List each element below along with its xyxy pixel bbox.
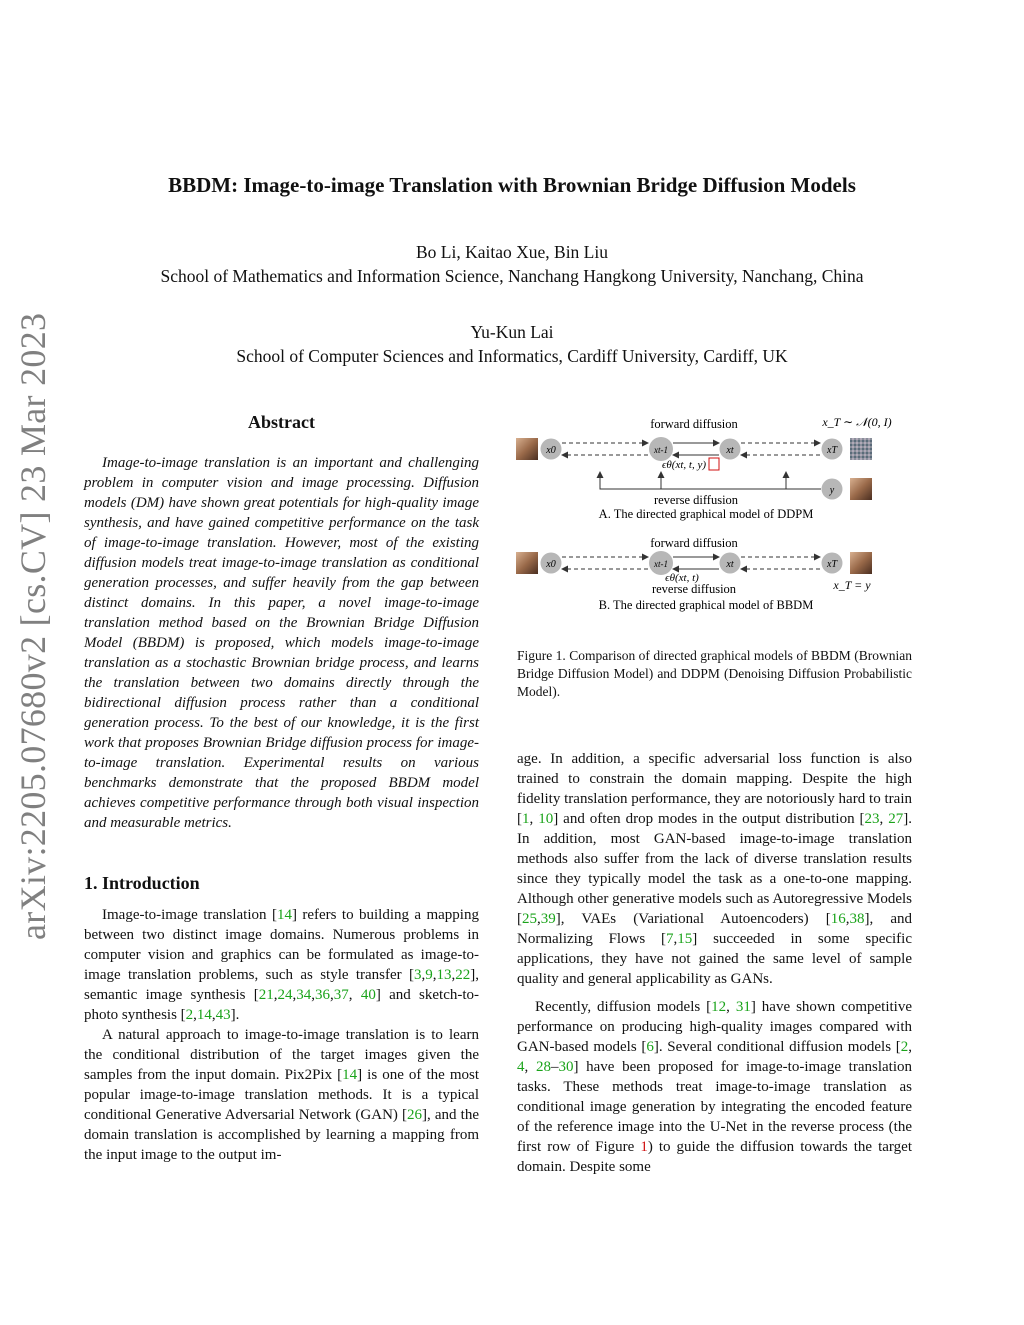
citation-link[interactable]: 15 bbox=[677, 931, 693, 947]
citation-link[interactable]: 2 bbox=[900, 1039, 909, 1055]
panel-a-node-x0-label: x0 bbox=[546, 445, 556, 456]
panel-a-input-image bbox=[516, 438, 538, 460]
citation-link[interactable]: 23 bbox=[864, 811, 880, 827]
intro-paragraph-4 bbox=[517, 997, 912, 1177]
citation-link[interactable]: 38 bbox=[849, 911, 865, 927]
author-names-1: Bo Li, Kaitao Xue, Bin Liu bbox=[416, 242, 608, 262]
paragraph-text: ], and the domain translation is accomplished by learning a mapping from the input image to the output im- bbox=[84, 1107, 479, 1163]
panel-a-node-xT-label: xT bbox=[827, 445, 837, 456]
citation-link[interactable]: 39 bbox=[540, 911, 556, 927]
citation-link[interactable]: 43 bbox=[215, 1007, 231, 1023]
citation-link[interactable]: 2 bbox=[185, 1007, 194, 1023]
figure-1-caption: Figure 1. Comparison of directed graphical models of BBDM (Brownian Bridge Diffusion Model) and DDPM (Denoising Diffusion Probabilistic Model). bbox=[517, 648, 912, 699]
panel-b-forward-label: forward diffusion bbox=[650, 536, 738, 550]
panel-a-reverse-label: reverse diffusion bbox=[653, 493, 739, 507]
paragraph-text: ], and Normalizing Flows [ bbox=[517, 911, 912, 947]
panel-b-node-x0-label: x0 bbox=[546, 559, 556, 570]
abstract-body: Image-to-image translation is an important and challenging problem in computer vision and image processing. Diffusion models (DM) have shown great potentials for high-quality image synthesis, and have gained competitive performance on the task of image-to-image translation. However, most of the existing diffusion models treat image-to-image translation as conditional generation processes, and suffer heavily from the gap between distinct domains. In this paper, a novel image-to-image translation method based on the Brownian Bridge Diffusion Model (BBDM) is proposed, which models image-to-image translation as a stochastic Brownian bridge process, and learns the translation between two domains directly through the bidirectional diffusion process rather than a conditional generation process. To the best of our knowledge, it is the first work that proposes Brownian Bridge diffusion process for image-to-image translation. Experimental results on various benchmarks demonstrate that the proposed BBDM model achieves competitive performance through both visual inspection and measurable metrics. bbox=[84, 455, 479, 831]
paragraph-text: , bbox=[311, 987, 316, 1003]
paragraph-text: age. In addition, a specific adversarial loss function is also trained to constrain the domain mapping. Despite the high fidelity translation performance, they are notoriously hard to train [ bbox=[517, 751, 912, 827]
citation-link[interactable]: 40 bbox=[360, 987, 376, 1003]
paragraph-text: , bbox=[211, 1007, 216, 1023]
citation-link[interactable]: 31 bbox=[735, 999, 751, 1015]
paragraph-text: , bbox=[908, 1039, 912, 1055]
panel-b-boundary-equation: x_T = y bbox=[833, 578, 871, 592]
panel-a-eps-label: ϵθ(xt, t, y) bbox=[661, 459, 707, 471]
citation-link[interactable]: 13 bbox=[436, 967, 452, 983]
paragraph-text: , bbox=[451, 967, 456, 983]
citation-link[interactable]: 21 bbox=[258, 987, 274, 1003]
citation-link[interactable]: 34 bbox=[296, 987, 312, 1003]
panel-b-input-image bbox=[516, 552, 538, 574]
panel-a-caption: A. The directed graphical model of DDPM bbox=[598, 507, 814, 521]
citation-link[interactable]: 3 bbox=[414, 967, 422, 983]
panel-a-node-xt-label: xt bbox=[726, 445, 734, 456]
paragraph-text: ] have shown competitive performance on producing high-quality images compared with GAN-based models [ bbox=[517, 999, 912, 1055]
paragraph-text: , bbox=[348, 987, 361, 1003]
right-column bbox=[517, 749, 912, 1177]
abstract-heading: Abstract bbox=[248, 412, 315, 432]
citation-link[interactable]: 4 bbox=[517, 1059, 525, 1075]
panel-a-noise-image bbox=[850, 438, 872, 460]
citation-link[interactable]: 25 bbox=[522, 911, 537, 927]
figure-1-diagram bbox=[510, 408, 916, 622]
paragraph-text: ] have been proposed for image-to-image translation tasks. These methods treat image-to-image translation as conditional image generation by integrating the encoded feature of the reference image into the U-Net in the reverse process (the first row of Figure bbox=[517, 1059, 913, 1155]
citation-link[interactable]: 24 bbox=[277, 987, 293, 1003]
author-affiliation-2: School of Computer Sciences and Informatics, Cardiff University, Cardiff, UK bbox=[236, 346, 788, 366]
intro-paragraph-3 bbox=[517, 749, 912, 989]
introduction-heading: 1. Introduction bbox=[84, 873, 200, 893]
citation-link[interactable]: 28 bbox=[535, 1059, 551, 1075]
panel-a-condition-image bbox=[850, 478, 872, 500]
citation-link[interactable]: 1 bbox=[522, 811, 530, 827]
intro-paragraph-2 bbox=[84, 1025, 479, 1165]
paragraph-text: , bbox=[673, 931, 678, 947]
panel-b-node-xT-label: xT bbox=[827, 559, 837, 570]
paragraph-text: , bbox=[330, 987, 334, 1003]
paper-title: BBDM: Image-to-image Translation with Brownian Bridge Diffusion Models bbox=[168, 173, 856, 197]
arxiv-side-stamp: arXiv:2205.07680v2 [cs.CV] 23 Mar 2023 bbox=[13, 312, 53, 940]
panel-b-reverse-label: reverse diffusion bbox=[651, 582, 737, 596]
panel-a-forward-label: forward diffusion bbox=[650, 417, 738, 431]
paragraph-text: , bbox=[845, 911, 850, 927]
citation-link[interactable]: 27 bbox=[888, 811, 904, 827]
citation-link[interactable]: 26 bbox=[407, 1107, 423, 1123]
paragraph-text: , bbox=[421, 967, 426, 983]
paragraph-text: Image-to-image translation [ bbox=[102, 907, 277, 923]
citation-link[interactable]: 16 bbox=[830, 911, 846, 927]
panel-b-caption: B. The directed graphical model of BBDM bbox=[598, 598, 814, 612]
figure-reference-link[interactable]: 1 bbox=[640, 1139, 648, 1155]
paragraph-text: ], VAEs (Variational Autoencoders) [ bbox=[555, 911, 831, 927]
citation-link[interactable]: 30 bbox=[558, 1059, 574, 1075]
paragraph-text: , bbox=[726, 999, 736, 1015]
paragraph-text: ]. bbox=[230, 1007, 240, 1023]
intro-paragraph-1 bbox=[84, 905, 479, 1025]
panel-b-node-xt-label: xt bbox=[726, 559, 734, 570]
paragraph-text: A natural approach to image-to-image translation is to learn the conditional distribution of the target images given the samples from the input domain. Pix2Pix [ bbox=[84, 1027, 479, 1083]
paragraph-text: ] is one of the most popular image-to-image translation methods. It is a typical conditional Generative Adversarial Network (GAN) [ bbox=[84, 1067, 479, 1123]
left-column bbox=[84, 412, 479, 1165]
citation-link[interactable]: 14 bbox=[342, 1067, 358, 1083]
citation-link[interactable]: 22 bbox=[455, 967, 471, 983]
paragraph-text: ]. In addition, most GAN-based image-to-image translation methods also suffer from the lack of diverse translation results since they typically model the task as a one-to-one mapping. Although other generative models such as Autoregressive Models [ bbox=[517, 811, 913, 927]
citation-link[interactable]: 12 bbox=[711, 999, 727, 1015]
paragraph-text: ]. Several conditional diffusion models [ bbox=[653, 1039, 901, 1055]
panel-a-node-y-label: y bbox=[829, 485, 835, 496]
paragraph-text: ] and often drop modes in the output distribution [ bbox=[553, 811, 865, 827]
paragraph-text: ] and sketch-to-photo synthesis [ bbox=[84, 987, 480, 1023]
panel-b-target-image bbox=[850, 552, 872, 574]
citation-link[interactable]: 14 bbox=[196, 1007, 212, 1023]
panel-b-eps-label: ϵθ(xt, t) bbox=[665, 572, 699, 584]
paragraph-text: ) to guide the diffusion towards the target domain. Despite some bbox=[517, 1139, 912, 1175]
figure-1 bbox=[510, 408, 916, 622]
paragraph-text: Recently, diffusion models [ bbox=[535, 999, 712, 1015]
paragraph-text: , bbox=[292, 987, 297, 1003]
author-names-2: Yu-Kun Lai bbox=[470, 322, 554, 342]
paragraph-text: – bbox=[550, 1059, 559, 1075]
paragraph-text: , bbox=[273, 987, 278, 1003]
citation-link[interactable]: 36 bbox=[315, 987, 331, 1003]
paragraph-text: , bbox=[529, 811, 539, 827]
paragraph-text: ] succeeded in some specific applications, they have not gained the same level of sample quality and general applicability as GANs. bbox=[517, 931, 912, 987]
author-affiliation-1: School of Mathematics and Information Science, Nanchang Hangkong University, Nanchang, China bbox=[160, 266, 864, 286]
paragraph-text: , bbox=[879, 811, 889, 827]
paragraph-text: , bbox=[524, 1059, 536, 1075]
panel-a-condition-highlight bbox=[709, 458, 719, 470]
panel-a-node-xt-1-label: xt-1 bbox=[654, 445, 668, 455]
citation-link[interactable]: 14 bbox=[276, 907, 292, 923]
paragraph-text: ] refers to building a mapping between two distinct image domains. Numerous problems in computer vision and graphics can be formulated as image-to-image translation problems, such as style transfer [ bbox=[84, 907, 479, 983]
citation-link[interactable]: 6 bbox=[646, 1039, 654, 1055]
paragraph-text: , bbox=[432, 967, 437, 983]
citation-link[interactable]: 37 bbox=[333, 987, 349, 1003]
panel-b-node-xt-1-label: xt-1 bbox=[654, 559, 668, 569]
citation-link[interactable]: 7 bbox=[666, 931, 674, 947]
citation-link[interactable]: 10 bbox=[538, 811, 554, 827]
paragraph-text: ], semantic image synthesis [ bbox=[84, 967, 479, 1003]
paragraph-text: , bbox=[537, 911, 541, 927]
panel-a-prior-equation: x_T ∼ 𝒩(0, I) bbox=[822, 415, 892, 429]
paragraph-text: , bbox=[193, 1007, 197, 1023]
citation-link[interactable]: 9 bbox=[425, 967, 433, 983]
